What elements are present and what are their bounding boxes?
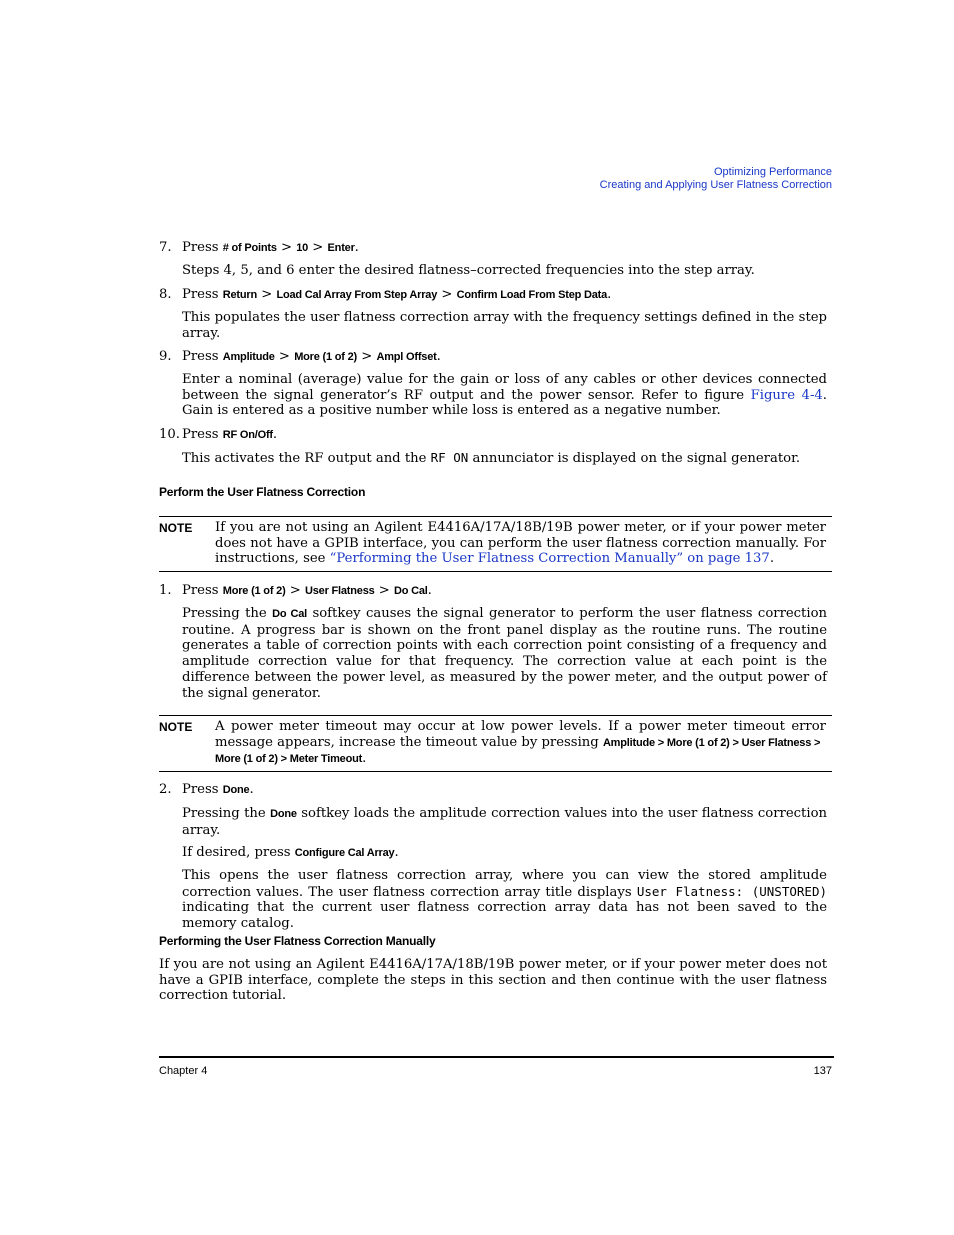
- step-2-array-text-end: indicating that the current user flatness correction array data has not been saved to the memory catalog.: [182, 900, 827, 932]
- note-1-end: .: [769, 551, 775, 566]
- separator: >: [441, 287, 453, 302]
- key-user-flatness: User Flatness: [305, 585, 375, 597]
- step-number: 7.: [159, 240, 172, 255]
- period: .: [427, 583, 432, 598]
- separator: >: [361, 349, 373, 364]
- step-8: [159, 287, 832, 304]
- step-7-paragraph: Steps 4, 5, and 6 enter the desired flatness–corrected frequencies into the step array.: [182, 263, 755, 278]
- step-2: [159, 782, 832, 799]
- period: .: [607, 287, 612, 302]
- step-lead: Press: [182, 782, 219, 797]
- key-points: # of Points: [222, 242, 277, 254]
- step-7: [159, 240, 832, 257]
- rf-on-annunciator: RF ON: [430, 450, 469, 465]
- key-do-cal: Do Cal: [394, 585, 428, 597]
- key-more: More (1 of 2): [294, 351, 357, 363]
- key-enter: Enter: [327, 242, 355, 254]
- period: .: [436, 349, 441, 364]
- step-2-text: Pressing the: [182, 806, 266, 821]
- running-head-chapter[interactable]: Optimizing Performance: [714, 166, 832, 178]
- step-number: 9.: [159, 349, 172, 364]
- separator: >: [261, 287, 273, 302]
- period: .: [362, 751, 367, 766]
- step-10-text-end: annunciator is displayed on the signal generator.: [472, 451, 801, 466]
- key-amplitude: Amplitude: [222, 351, 275, 363]
- separator: >: [312, 240, 324, 255]
- key-confirm-load: Confirm Load From Step Data: [456, 289, 608, 301]
- note-2-text: [215, 719, 826, 768]
- period: .: [354, 240, 359, 255]
- step-10-text: This activates the RF output and the: [182, 451, 427, 466]
- note-1-text: [215, 520, 826, 567]
- step-10-paragraph: [182, 450, 827, 467]
- step-2-if-desired: If desired, press: [182, 845, 291, 860]
- key-load-cal-array: Load Cal Array From Step Array: [276, 289, 438, 301]
- key-rf-on-off: RF On/Off: [222, 429, 273, 441]
- key-ampl-offset: Ampl Offset: [376, 351, 437, 363]
- key-do-cal-inline: Do Cal: [272, 608, 308, 620]
- step-1-text-rest: softkey causes the signal generator to perform the user flatness correction routine. A progress bar is shown on the front panel display as the routine runs. The routine generates a table of correction points with each correction point consisting of a frequency and amplitude correction value for that frequency. The correction value at each point is the difference between the power level, as measured by the power meter, and the output power of the signal generator.: [182, 606, 828, 701]
- key-more: More (1 of 2): [222, 585, 286, 597]
- step-number: 2.: [159, 782, 172, 797]
- step-9: [159, 349, 832, 366]
- step-1-text: Pressing the: [182, 606, 267, 621]
- step-2-paragraph-1: [182, 806, 827, 838]
- note-2-keys-line1: Amplitude > More (1 of 2) > User Flatness >: [602, 736, 821, 749]
- section-heading-manual: Performing the User Flatness Correction Manually: [159, 934, 436, 948]
- section-heading-perform: Perform the User Flatness Correction: [159, 485, 366, 499]
- step-10: [159, 427, 832, 444]
- period: .: [249, 782, 254, 797]
- manual-paragraph: If you are not using an Agilent E4416A/17A/18B/19B power meter, or if your power meter does not have a GPIB interface, complete the steps in this section and then continue with the user flatness correction tutorial.: [159, 957, 827, 1004]
- step-2-text-rest: softkey loads the amplitude correction values into the user flatness correction array.: [182, 806, 827, 838]
- footer-chapter: Chapter 4: [159, 1065, 208, 1077]
- note-2-body: A power meter timeout may occur at low power levels. If a power meter timeout error message appears, increase the timeout value by pressing: [215, 719, 826, 750]
- manual-procedure-link[interactable]: “Performing the User Flatness Correction Manually” on page 137: [329, 551, 770, 566]
- separator: >: [378, 583, 390, 598]
- step-9-paragraph: [182, 372, 827, 419]
- step-lead: Press: [182, 583, 219, 598]
- footer-page-number: 137: [813, 1065, 832, 1077]
- step-9-text-end: . Gain is entered as a positive number while loss is entered as a negative number.: [182, 387, 827, 419]
- figure-link[interactable]: Figure 4-4: [750, 387, 823, 403]
- key-configure-cal-array: Configure Cal Array: [294, 847, 395, 859]
- separator: >: [278, 349, 290, 364]
- separator: >: [289, 583, 301, 598]
- separator: >: [280, 240, 293, 255]
- step-number: 8.: [159, 287, 172, 302]
- running-head-section[interactable]: Creating and Applying User Flatness Correction: [599, 179, 832, 191]
- step-2-paragraph-2: [182, 845, 827, 862]
- running-head: [600, 166, 832, 192]
- step-number: 1.: [159, 583, 172, 598]
- note-label: NOTE: [159, 521, 193, 535]
- step-2-array-text: This opens the user flatness correction array, where you can view the stored amplitude correction values. The user flatness correction array title displays: [182, 868, 827, 900]
- step-2-paragraph-3: [182, 868, 827, 932]
- note-box-1: [159, 516, 832, 572]
- step-9-text: Enter a nominal (average) value for the gain or loss of any cables or other devices connected between the signal generator’s RF output and the power sensor. Refer to figure: [182, 372, 827, 403]
- key-done: Done: [222, 784, 250, 796]
- key-10: 10: [296, 242, 309, 254]
- footer-rule: [159, 1056, 834, 1058]
- key-done-inline: Done: [270, 808, 297, 820]
- step-1: [159, 583, 832, 600]
- period: .: [272, 427, 278, 442]
- note-2-keys-line2: More (1 of 2) > Meter Timeout: [215, 753, 363, 765]
- step-lead: Press: [182, 287, 219, 302]
- note-1-body: If you are not using an Agilent E4416A/17A/18B/19B power meter, or if your power meter does not have a GPIB interface, you can perform the user flatness correction manually. For instructions, see: [215, 520, 826, 566]
- period: .: [394, 845, 399, 860]
- key-return: Return: [222, 289, 257, 301]
- note-label: NOTE: [159, 720, 193, 734]
- user-flatness-unstored-title: User Flatness: (UNSTORED): [636, 883, 827, 899]
- note-box-2: [159, 715, 832, 772]
- step-1-paragraph: [182, 606, 827, 701]
- step-8-paragraph: This populates the user flatness correction array with the frequency settings defined in the step array.: [182, 310, 827, 341]
- step-lead: Press: [182, 427, 219, 442]
- step-lead: Press: [182, 240, 219, 255]
- step-lead: Press: [182, 349, 219, 364]
- step-number: 10.: [159, 427, 180, 442]
